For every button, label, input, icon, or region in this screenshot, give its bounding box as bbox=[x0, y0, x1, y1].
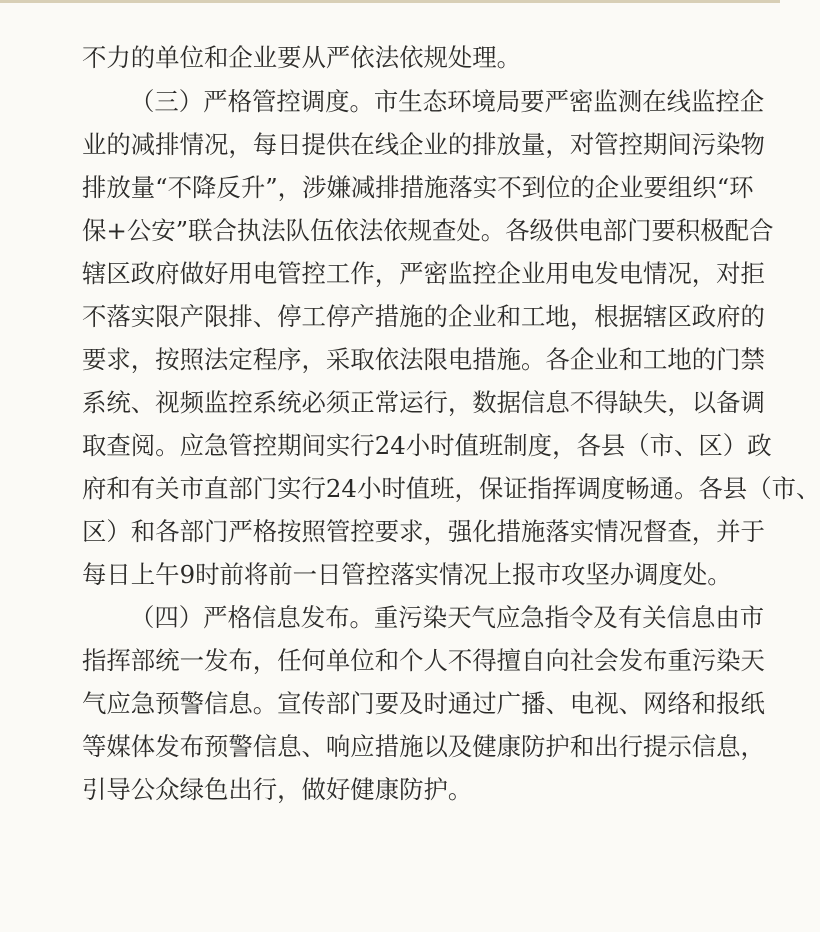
section-heading-line: （三）严格管控调度。市生态环境局要严密监测在线监控企 bbox=[130, 87, 765, 116]
text-line: 每日上午9时前将前一日管控落实情况上报市攻坚办调度处。 bbox=[82, 560, 732, 589]
text-line: 府和有关市直部门实行24小时值班，保证指挥调度畅通。各县（市、 bbox=[82, 474, 820, 503]
text-line: 要求，按照法定程序，采取依法限电措施。各企业和工地的门禁 bbox=[82, 345, 765, 374]
text-line: 区）和各部门严格按照管控要求，强化措施落实情况督查，并于 bbox=[82, 517, 765, 546]
text-line: 保+公安”联合执法队伍依法依规查处。各级供电部门要积极配合 bbox=[82, 216, 774, 245]
text-line: 系统、视频监控系统必须正常运行，数据信息不得缺失，以备调 bbox=[82, 388, 765, 417]
text-line: 指挥部统一发布，任何单位和个人不得擅自向社会发布重污染天 bbox=[82, 646, 765, 675]
text-line: 等媒体发布预警信息、响应措施以及健康防护和出行提示信息， bbox=[82, 732, 765, 761]
text-line: 业的减排情况，每日提供在线企业的排放量，对管控期间污染物 bbox=[82, 130, 765, 159]
section-heading-line: （四）严格信息发布。重污染天气应急指令及有关信息由市 bbox=[130, 603, 765, 632]
text-line: 气应急预警信息。宣传部门要及时通过广播、电视、网络和报纸 bbox=[82, 689, 765, 718]
text-line: 取查阅。应急管控期间实行24小时值班制度，各县（市、区）政 bbox=[82, 431, 772, 460]
text-line: 排放量“不降反升”，涉嫌减排措施落实不到位的企业要组织“环 bbox=[82, 173, 754, 202]
text-line: 引导公众绿色出行，做好健康防护。 bbox=[82, 775, 473, 804]
text-line: 不力的单位和企业要从严依法依规处理。 bbox=[82, 43, 522, 72]
text-line: 不落实限产限排、停工停产措施的企业和工地，根据辖区政府的 bbox=[82, 302, 765, 331]
text-line: 辖区政府做好用电管控工作，严密监控企业用电发电情况，对拒 bbox=[82, 259, 765, 288]
